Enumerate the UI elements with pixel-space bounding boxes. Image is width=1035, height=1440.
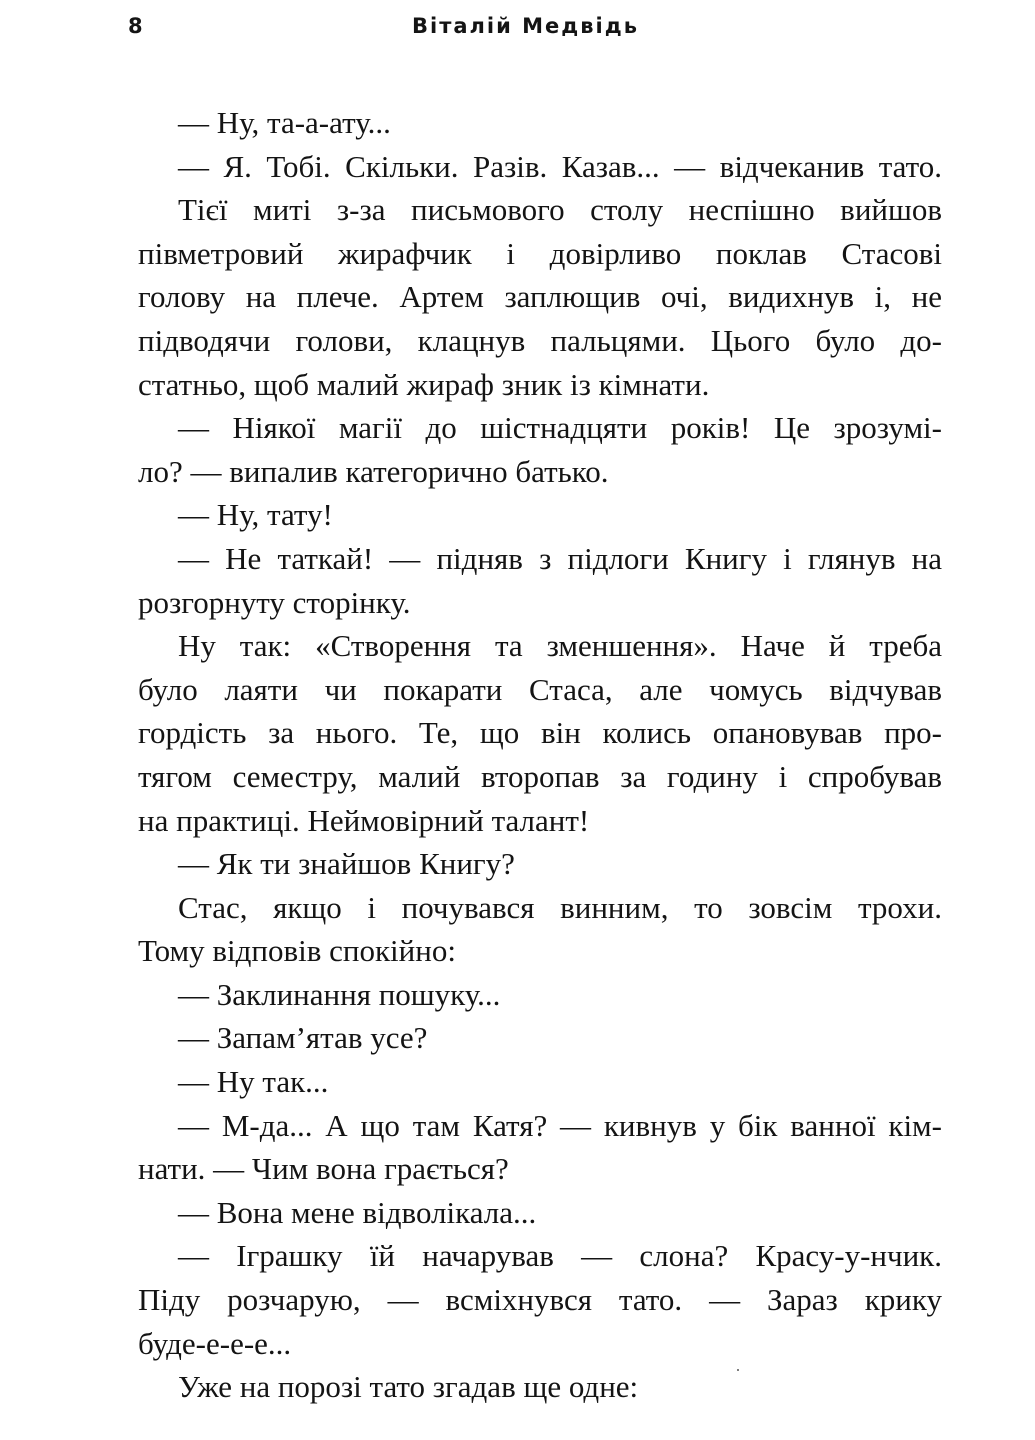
text-line: статньо, щоб малий жираф зник із кімнати. — [138, 366, 710, 402]
text-line: Тому відповів спокійно: — [138, 933, 456, 969]
body-text — [138, 101, 942, 1409]
text-line: голову на плече. Артем заплющив очі, видихнув і, не — [138, 279, 942, 315]
text-line: Тієї миті з-за письмового столу неспішно вийшов — [178, 192, 942, 228]
text-line: — Ну, тату! — [178, 497, 333, 533]
text-line: — Ну так... — [178, 1064, 329, 1100]
print-speck — [737, 1369, 739, 1371]
text-line: — Вона мене відволікала... — [178, 1194, 537, 1230]
text-line: — М-да... А що там Катя? — кивнув у бік ванної кім- — [178, 1107, 942, 1143]
text-line: Уже на порозі тато згадав ще одне: — [178, 1369, 639, 1405]
text-line: — Я. Тобі. Скільки. Разів. Казав... — відчеканив тато. — [178, 148, 942, 184]
text-line: тягом семестру, малий второпав за годину і спробував — [138, 758, 942, 794]
text-line: розгорнуту сторінку. — [138, 584, 411, 620]
text-line: Стас, якщо і почувався винним, то зовсім трохи. — [178, 889, 942, 925]
text-line: буде-е-е-е... — [138, 1325, 292, 1361]
text-line: було лаяти чи покарати Стаса, але чомусь відчував — [138, 671, 942, 707]
text-line: — Іграшку їй начарував — слона? Красу-у-нчик. — [178, 1238, 942, 1274]
text-line: — Запам’ятав усе? — [178, 1020, 428, 1056]
text-line: — Заклинання пошуку... — [178, 976, 501, 1012]
text-line: — Ну, та-а-ату... — [178, 105, 391, 140]
page-header — [0, 14, 1035, 50]
text-line: підводячи голови, клацнув пальцями. Цього було до- — [138, 322, 942, 358]
text-line: на практиці. Неймовірний талант! — [138, 802, 590, 838]
text-line: ло? — випалив категорично батько. — [138, 453, 609, 489]
text-line: Ну так: «Створення та зменшення». Наче й треба — [178, 628, 942, 664]
text-line: Піду розчарую, — всміхнувся тато. — Зараз крику — [138, 1282, 942, 1318]
text-line: нати. — Чим вона грається? — [138, 1151, 509, 1187]
text-line: — Ніякої магії до шістнадцяти років! Це зрозумі- — [178, 410, 942, 446]
running-title-author: Віталій Медвідь — [412, 14, 639, 38]
text-line: гордість за нього. Те, що він колись опановував про- — [138, 715, 942, 751]
text-line: — Не таткай! — підняв з підлоги Книгу і глянув на — [178, 540, 942, 576]
text-line: — Як ти знайшов Книгу? — [178, 846, 515, 882]
text-line: півметровий жирафчик і довірливо поклав Стасові — [138, 235, 942, 271]
page-number: 8 — [128, 14, 145, 38]
